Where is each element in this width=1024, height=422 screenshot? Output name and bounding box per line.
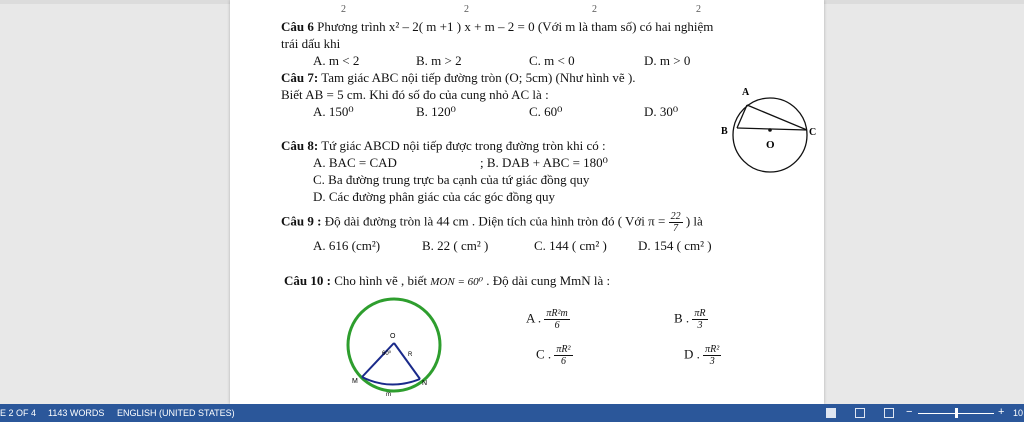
q7-label-a: A <box>742 87 750 98</box>
q6-text: Phương trình x² – 2( m +1 ) x + m – 2 = 0 (Với m là tham số) có hai nghiệm <box>317 19 714 34</box>
zoom-in-icon[interactable]: + <box>998 406 1005 418</box>
q10-option-a-num: πR²m <box>546 308 568 319</box>
print-layout-icon[interactable] <box>855 408 865 418</box>
q9-line1 <box>281 211 703 234</box>
q8-option-b: ; B. DAB + ABC = 180⁰ <box>480 155 608 170</box>
document-page[interactable] <box>230 0 824 404</box>
q6-option-b: B. m > 2 <box>416 53 462 68</box>
q9-text-after: ) là <box>685 213 703 229</box>
q10-lead: Câu 10 : <box>284 273 331 288</box>
q9-frac-num: 22 <box>670 211 681 222</box>
q10-option-c <box>536 344 573 367</box>
q8-lead: Câu 8: <box>281 138 319 153</box>
q10-option-c-fraction <box>554 344 572 367</box>
q10-label-angle: 60⁰ <box>382 351 392 357</box>
q7-lead: Câu 7: <box>281 70 319 85</box>
zoom-out-icon[interactable]: − <box>906 406 913 418</box>
q8-option-c: C. Ba đường trung trực ba cạnh của tứ giác đồng quy <box>313 172 590 187</box>
q10-label-small-m: m <box>386 392 391 398</box>
q7-text: Tam giác ABC nội tiếp đường tròn (O; 5cm) (Như hình vẽ ). <box>321 70 636 85</box>
q7-line2: Biết AB = 5 cm. Khi đó số đo của cung nhỏ AC là : <box>281 87 549 102</box>
q10-label-n: N <box>422 380 428 387</box>
q10-radius-om <box>362 343 394 377</box>
q10-label-o: O <box>390 333 396 340</box>
q10-angle: MON = 60⁰ <box>430 276 484 288</box>
q10-option-b-den: 3 <box>697 320 703 331</box>
q10-text-after: . Độ dài cung MmN là : <box>486 273 611 288</box>
q10-circle <box>348 299 440 391</box>
q7-option-a: A. 150⁰ <box>313 104 354 119</box>
q7-segment-bc <box>737 128 807 130</box>
q6-option-c: C. m < 0 <box>529 53 575 68</box>
q6-line1 <box>281 19 713 34</box>
q8-option-d: D. Các đường phân giác của các góc đồng quy <box>313 189 556 204</box>
q9-option-d: D. 154 ( cm² ) <box>638 238 712 253</box>
q7-line1 <box>281 70 636 85</box>
q7-label-b: B <box>721 126 728 137</box>
q10-option-c-num: πR² <box>556 344 571 355</box>
q10-option-d-num: πR² <box>705 344 720 355</box>
q9-lead: Câu 9 : <box>281 213 322 229</box>
q10-option-d-label: D . <box>684 346 700 362</box>
q10-option-d-den: 3 <box>709 356 715 367</box>
q10-option-b <box>674 308 708 331</box>
status-page-count[interactable]: E 2 OF 4 <box>0 408 37 418</box>
q10-line1 <box>284 273 610 290</box>
zoom-percent[interactable]: 10 <box>1013 408 1024 418</box>
q10-option-d-fraction <box>703 344 721 367</box>
q10-option-b-fraction <box>692 308 707 331</box>
q7-segment-ac <box>747 105 807 130</box>
q10-text-before: Cho hình vẽ , biết <box>334 273 427 288</box>
q10-option-b-label: B . <box>674 310 690 326</box>
q8-text: Tứ giác ABCD nội tiếp được trong đường tròn khi có : <box>321 138 606 153</box>
q6-option-a: A. m < 2 <box>313 53 360 68</box>
q9-text-before: Độ dài đường tròn là 44 cm . Diện tích của hình tròn đó ( Với π = <box>324 213 666 229</box>
top-mark: 2 <box>464 4 469 15</box>
q10-option-c-den: 6 <box>560 356 566 367</box>
q10-option-d <box>684 344 721 367</box>
q7-center-dot <box>768 128 772 132</box>
q10-label-m: M <box>352 378 358 385</box>
q6-line2: trái dấu khi <box>281 36 341 51</box>
status-language[interactable]: ENGLISH (UNITED STATES) <box>117 408 235 418</box>
q8-option-a: A. BAC = CAD <box>313 155 397 170</box>
read-mode-icon[interactable] <box>826 408 836 418</box>
q10-label-r: R <box>408 352 413 358</box>
q6-lead: Câu 6 <box>281 19 314 34</box>
q7-circle <box>733 98 807 172</box>
q7-label-c: C <box>809 127 817 138</box>
web-layout-icon[interactable] <box>884 408 894 418</box>
q10-option-a-den: 6 <box>554 320 560 331</box>
q10-option-a <box>526 308 570 331</box>
status-word-count[interactable]: 1143 WORDS <box>48 408 105 418</box>
top-mark: 2 <box>696 4 701 15</box>
q9-option-b: B. 22 ( cm² ) <box>422 238 489 253</box>
q7-figure <box>718 80 818 176</box>
status-bar <box>0 404 1024 422</box>
q7-option-b: B. 120⁰ <box>416 104 456 119</box>
q7-option-c: C. 60⁰ <box>529 104 563 119</box>
q10-option-a-fraction <box>544 308 569 331</box>
q10-option-b-num: πR <box>694 308 706 319</box>
q6-option-d: D. m > 0 <box>644 53 691 68</box>
q7-option-d: D. 30⁰ <box>644 104 679 119</box>
q10-option-c-label: C . <box>536 346 552 362</box>
q8-line1 <box>281 138 606 153</box>
top-mark: 2 <box>592 4 597 15</box>
q9-frac-den: 7 <box>673 223 679 234</box>
q9-option-c: C. 144 ( cm² ) <box>534 238 607 253</box>
zoom-slider-thumb[interactable] <box>955 408 958 418</box>
q9-pi-fraction <box>669 211 683 234</box>
q7-label-o: O <box>766 139 775 151</box>
q9-option-a: A. 616 (cm²) <box>313 238 381 253</box>
q10-radius-on <box>394 343 420 379</box>
q10-figure <box>342 295 446 399</box>
top-mark: 2 <box>341 4 346 15</box>
q10-option-a-label: A . <box>526 310 542 326</box>
